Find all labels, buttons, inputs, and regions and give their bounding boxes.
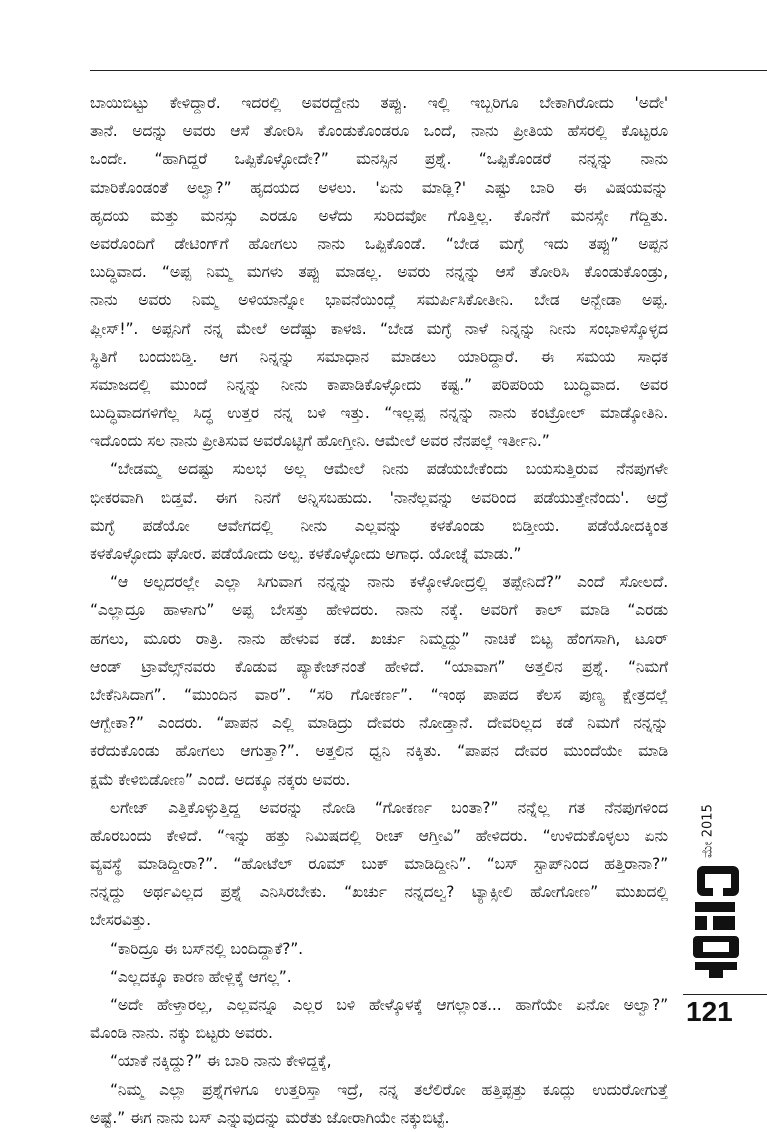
text-line: “ಅದೇ ಹೇಳ್ತಾರಲ್ಲ, ಎಲ್ಲವನ್ನೂ ಎಲ್ಲರ ಬಳಿ ಹೇಳ್ಕೊಳಕ್ಕೆ ಆಗಲ್ಲಾಂತ... ಹಾಗೆಯೇ ಏನೋ ಅಲ್ವಾ?”	[110, 996, 668, 1014]
text-line: “ಕಾರಿದ್ರೂ ಈ ಬಸ್‌ನಲ್ಲಿ ಬಂದಿದ್ದಾಕೆ?”.	[110, 939, 303, 958]
text-line: ಇದೊಂದು ಸಲ ನಾನು ಪ್ರೀತಿಸುವ ಅವರೊಟ್ಟಿಗೆ ಹೋಗ್ತೀನಿ. ಆಮೇಲೆ ಅವರ ನೆನಪಲ್ಲೆ ಇರ್ತೀನಿ.”	[90, 432, 550, 451]
text-line: ನನ್ನದ್ದು ಅರ್ಥವಿಲ್ಲದ ಪ್ರಶ್ನೆ ಎನಿಸಿರಬೇಕು. “ಖರ್ಚು ನನ್ನದಲ್ವ? ಟ್ಯಾಕ್ಸೀಲಿ ಹೋಗೋಣ” ಮುಖದಲ್ಲಿ	[90, 883, 668, 902]
text-line: “ಎಲ್ಲಾದ್ರೂ ಹಾಳಾಗು” ಅಪ್ಪ ಬೇಸತ್ತು ಹೇಳಿದರು. ನಾನು ನಕ್ಕೆ. ಅವರಿಗೆ ಕಾಲ್ ಮಾಡಿ “ಎರಡು	[90, 601, 668, 620]
text-line: ಮಗ್ಳೆ ಪಡೆಯೋ ಆವೇಗದಲ್ಲಿ ನೀನು ಎಲ್ಲವನ್ನು ಕಳಕೊಂಡು ಬಿಡ್ತೀಯ. ಪಡೆಯೋದಕ್ಕಿಂತ	[90, 516, 668, 535]
text-line: ಸಮಾಜದಲ್ಲಿ ಮುಂದೆ ನಿನ್ನನ್ನು ನೀನು ಕಾಪಾಡಿಕೊಳ್ಳೋದು ಕಷ್ಟ.” ಪರಿಪರಿಯ ಬುದ್ಧಿವಾದ. ಅವರ	[90, 375, 668, 394]
text-line: ಹೃದಯ ಮತ್ತು ಮನಸ್ಸು ಎರಡೂ ಅಳೆದು ಸುರಿದವೋ ಗೊತ್ತಿಲ್ಲ. ಕೊನೆಗೆ ಮನಸ್ಸೇ ಗೆದ್ದಿತು.	[90, 206, 668, 225]
text-line: “ಆ ಅಲ್ಪದರಲ್ಲೇ ಎಲ್ಲಾ ಸಿಗುವಾಗ ನನ್ನನ್ನು ನಾನು ಕಳ್ಕೋಳೋದ್ರಲ್ಲಿ ತಪ್ಪೇನಿದೆ?” ಎಂದೆ ಸೋಲದೆ.	[110, 573, 668, 592]
text-line: ಮೊಂಡಿ ನಾನು. ನಕ್ಕು ಬಿಟ್ಟರು ಅವರು.	[90, 1024, 273, 1043]
text-line: “ಬೇಡಮ್ಮ ಅದಷ್ಟು ಸುಲಭ ಅಲ್ಲ ಆಮೇಲೆ ನೀನು ಪಡೆಯಬೇಕೆಂದು ಬಯಸುತ್ತಿರುವ ನೆನಪುಗಳೇ	[110, 460, 668, 479]
text-line: ಬೇಸರವಿತ್ತು.	[90, 911, 151, 930]
text-line: “ಎಲ್ಲದಕ್ಕೂ ಕಾರಣ ಹೇಳ್ಲಿಕ್ಕೆ ಆಗಲ್ಲ”.	[110, 967, 292, 986]
text-line: ಬುದ್ಧಿವಾದ. “ಅಪ್ಪ ನಿಮ್ಮ ಮಗಳು ತಪ್ಪು ಮಾಡಲ್ಲ. ಅವರು ನನ್ನನ್ನು ಆಸೆ ತೋರಿಸಿ ಕೊಂಡುಕೊಂಡ್ರು,	[90, 263, 668, 282]
text-line: ಹೊರಬಂದು ಕೇಳಿದೆ. “ಇನ್ನು ಹತ್ತು ನಿಮಿಷದಲ್ಲಿ ರೀಚ್ ಆಗ್ತೀವಿ” ಹೇಳಿದರು. “ಉಳಿದುಕೊಳ್ಳಲು ಏನು	[90, 826, 668, 845]
text-line: “ನಿಮ್ಮ ಎಲ್ಲಾ ಪ್ರಶ್ನೆಗಳಿಗೂ ಉತ್ತರಿಸ್ತಾ ಇದ್ರೆ, ನನ್ನ ತಲೆಲಿರೋ ಹತ್ತಿಪ್ಪತ್ತು ಕೂದ್ಲು ಉದುರೋಗುತ್ತೆ	[110, 1080, 668, 1099]
page-number: 121	[686, 996, 733, 1027]
text-line: ವ್ಯವಸ್ಥೆ ಮಾಡಿದ್ದೀರಾ?”. “ಹೋಟೆಲ್ ರೂಮ್ ಬುಕ್ ಮಾಡಿದ್ದೀನಿ”. “ಬಸ್ ಸ್ಟಾಪ್‌ನಿಂದ ಹತ್ತಿರಾನಾ?”	[90, 855, 668, 874]
text-line: ಬಾಯಿಬಿಟ್ಟು ಕೇಳಿದ್ದಾರೆ. ಇದರಲ್ಲಿ ಅವರದ್ದೇನು ತಪ್ಪು. ಇಲ್ಲಿ ಇಬ್ಬರಿಗೂ ಬೇಕಾಗಿರೋದು 'ಅದೇ'	[90, 94, 668, 112]
magazine-logo	[691, 862, 741, 982]
text-line: ಕಳಕೊಳ್ಳೋದು ಘೋರ. ಪಡೆಯೋದು ಅಲ್ಪ. ಕಳಕೊಳ್ಳೋದು ಅಗಾಧ. ಯೋಚ್ನೆ ಮಾಡು.”	[90, 545, 522, 563]
text-line: ಆಂಡ್ ಟ್ರಾವೆಲ್ಸ್‌ನವರು ಕೊಡುವ ಪ್ಯಾಕೇಜ್‌ನಂತೆ ಹೇಳಿದೆ. “ಯಾವಾಗ” ಅತ್ತಲಿನ ಪ್ರಶ್ನೆ. “ನಿಮಗೆ	[90, 657, 668, 676]
text-line: ಬುದ್ಧಿವಾದಗಳಿಗೆಲ್ಲ ಸಿದ್ಧ ಉತ್ತರ ನನ್ನ ಬಳಿ ಇತ್ತು. “ಇಲ್ಲಪ್ಪ ನನ್ನನ್ನು ನಾನು ಕಂಟ್ರೋಲ್ ಮಾಡ್ಕೋತಿನಿ.	[90, 404, 668, 423]
header-rule	[90, 70, 767, 71]
page-number-rule	[683, 994, 767, 995]
text-line: ಮಾರಿಕೊಂಡಂತೆ ಅಲ್ವಾ?” ಹೃದಯದ ಅಳಲು. 'ಏನು ಮಾಡ್ಲಿ?' ಎಷ್ಟು ಬಾರಿ ಈ ವಿಷಯವನ್ನು	[90, 178, 668, 197]
text-line: ಬೇಕೆನಿಸಿದಾಗ”. “ಮುಂದಿನ ವಾರ”. “ಸರಿ ಗೋಕರ್ಣ”. “ಇಂಥ ಪಾಪದ ಕೆಲಸ ಪುಣ್ಯ ಕ್ಷೇತ್ರದಲ್ಲೆ	[90, 685, 668, 704]
text-line: ಅವರೊಂದಿಗೆ ಡೇಟಿಂಗ್‌ಗೆ ಹೋಗಲು ನಾನು ಒಪ್ಪಿಕೊಂಡೆ. “ಬೇಡ ಮಗ್ಳೆ ಇದು ತಪ್ಪು” ಅಪ್ಪನ	[90, 234, 668, 253]
text-line: ಹಗಲು, ಮೂರು ರಾತ್ರಿ. ನಾನು ಹೇಳುವ ಕಡೆ. ಖರ್ಚು ನಿಮ್ಮದ್ದು” ನಾಚಿಕೆ ಬಿಟ್ಟ ಹೆಂಗಸಾಗಿ, ಟೂರ್	[90, 629, 668, 648]
text-line: ತಾನೆ. ಅದನ್ನು ಅವರು ಆಸೆ ತೋರಿಸಿ ಕೊಂಡುಕೊಂಡರೂ ಒಂದೆ, ನಾನು ಪ್ರೀತಿಯ ಹೆಸರಲ್ಲಿ ಕೊಟ್ಟರೂ	[90, 122, 668, 141]
text-line: ಭೀಕರವಾಗಿ ಬಿಡ್ತವೆ. ಈಗ ನಿನಗೆ ಅನ್ನಿಸಬಹುದು. 'ನಾನೆಲ್ಲವನ್ನು ಅವರಿಂದ ಪಡೆಯುತ್ತೇನೆಂದು'. ಅದ್ರೆ	[90, 488, 668, 507]
text-line: ಅಷ್ಟೆ.” ಈಗ ನಾನು ಬಸ್ ಎನ್ನುವುದನ್ನು ಮರೆತು ಜೋರಾಗಿಯೇ ನಕ್ಕುಬಿಟ್ಟೆ.	[90, 1108, 450, 1127]
text-line: ಲಗೇಜ್ ಎತ್ತಿಕೊಳ್ಳುತ್ತಿದ್ದ ಅವರನ್ನು ನೋಡಿ “ಗೋಕರ್ಣ ಬಂತಾ?” ನನ್ನೆಲ್ಲ ಗತ ನೆನಪುಗಳಿಂದ	[110, 798, 668, 817]
article-body	[90, 89, 668, 1132]
text-line: ಒಂದೇ. “ಹಾಗಿದ್ದರೆ ಒಪ್ಪಿಕೊಳ್ಳೋದೇ?” ಮನಸ್ಸಿನ ಪ್ರಶ್ನೆ. “ಒಪ್ಪಿಕೊಂಡರೆ ನನ್ನನ್ನು ನಾನು	[90, 150, 668, 169]
issue-date: ಮೇ 2015	[700, 804, 716, 858]
text-line: ಆಗ್ಬೇಕಾ?” ಎಂದರು. “ಪಾಪನ ಎಲ್ಲಿ ಮಾಡಿದ್ರು ದೇವರು ನೋಡ್ತಾನೆ. ದೇವರಿಲ್ಲದ ಕಡೆ ನಿಮಗೆ ನನ್ನನ್ನು	[90, 714, 668, 733]
text-line: ಕರೆದುಕೊಂಡು ಹೋಗಲು ಆಗುತ್ತಾ?”. ಅತ್ತಲಿನ ಧ್ವನಿ ನಕ್ಕಿತು. “ಪಾಪನ ದೇವರ ಮುಂದೆಯೇ ಮಾಡಿ	[90, 742, 668, 761]
text-line: ಸ್ಥಿತಿಗೆ ಬಂದುಬಿಡ್ತಿ. ಆಗ ನಿನ್ನನ್ನು ಸಮಾಧಾನ ಮಾಡಲು ಯಾರಿದ್ದಾರೆ. ಈ ಸಮಯ ಸಾಧಕ	[90, 347, 668, 366]
text-line: “ಯಾಕೆ ನಕ್ಕಿದ್ದು?” ಈ ಬಾರಿ ನಾನು ಕೇಳಿದ್ದಕ್ಕೆ,	[110, 1052, 332, 1071]
text-line: ನಾನು ಅವರು ನಿಮ್ಮ ಅಳಿಯಾನ್ನೋ ಭಾವನೆಯಿಂದ್ಲೆ ಸಮರ್ಪಿಸಿಕೋತೀನಿ. ಬೇಡ ಅನ್ಬೇಡಾ ಅಪ್ಪ.	[90, 291, 668, 310]
text-line: ಕ್ಷಮೆ ಕೇಳಿಬಿಡೋಣ” ಎಂದೆ. ಅದಕ್ಕೂ ನಕ್ಕರು ಅವರು.	[90, 770, 351, 789]
text-line: ಪ್ಲೀಸ್!”. ಅಪ್ಪನಿಗೆ ನನ್ನ ಮೇಲೆ ಅದೆಷ್ಟು ಕಾಳಜಿ. “ಬೇಡ ಮಗ್ಳೆ ನಾಳೆ ನಿನ್ನನ್ನು ನೀನು ಸಂಭಾಳಿಸ್ಕೊಳ್ಳದ	[90, 319, 668, 338]
